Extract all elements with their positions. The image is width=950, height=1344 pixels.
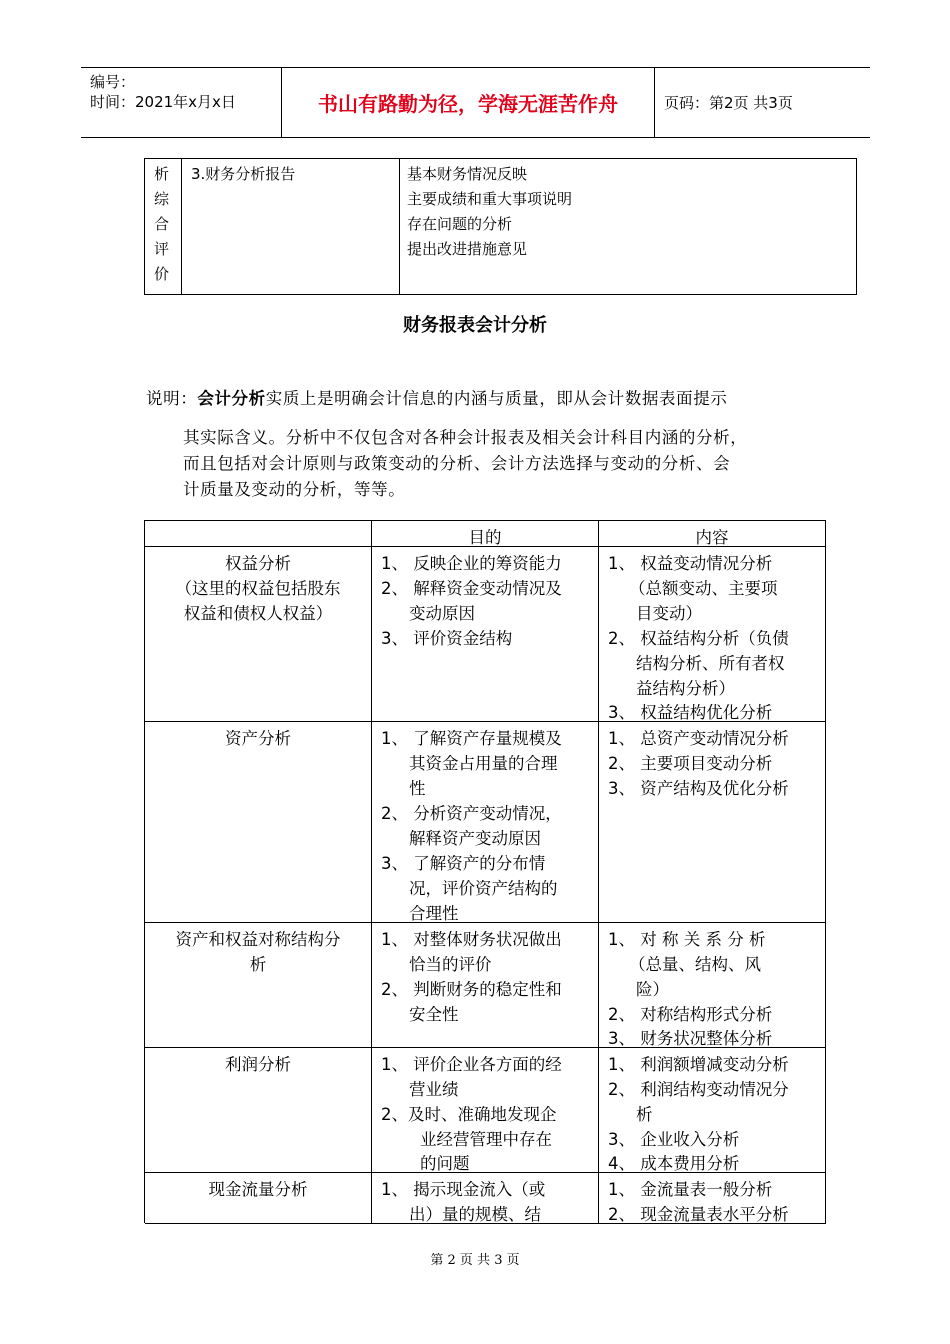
content-cell: 1、 利润额增减变动分析 2、 利润结构变动情况分 析 3、 企业收入分析 4、 成本费用分析 [599,1048,826,1172]
analysis-name-cell: 现金流量分析 [145,1173,372,1223]
page-header [81,67,870,138]
table-row [145,1048,826,1173]
category-char: 合 [154,215,170,233]
content-cell: 1、 权益变动情况分析 （总额变动、主要项 目变动） 2、 权益结构分析（负债 结构分析、所有者权 益结构分析） 3、 权益结构优化分析 [599,547,826,721]
summary-detail: 基本财务情况反映 [407,165,528,183]
summary-item-cell [182,159,400,294]
purpose-cell: 1、 反映企业的筹资能力 2、 解释资金变动情况及 变动原因 3、 评价资金结构 [372,547,599,721]
description-prefix: 说明： [146,389,198,408]
number-label: 编号： [90,73,136,91]
page-number-label: 页码：第2页 共3页 [664,94,793,112]
page-footer: 第 2 页 共 3 页 [430,1253,520,1268]
header-motto: 书山有路勤为径，学海无涯苦作舟 [282,68,655,137]
analysis-name-cell: 资产分析 [145,722,372,922]
analysis-name-cell: 资产和权益对称结构分 析 [145,923,372,1047]
category-char: 价 [154,265,170,283]
header-meta [81,68,282,137]
table-header-row [145,521,826,547]
table-row [145,923,826,1048]
category-char: 析 [154,165,170,183]
summary-detail-cell [400,159,856,294]
summary-item: 3.财务分析报告 [191,165,296,183]
category-char: 评 [154,240,170,258]
summary-detail: 存在问题的分析 [407,215,513,233]
description-keyword: 会计分析 [197,389,266,408]
header-cell [145,521,372,546]
description-line-3: 而且包括对会计原则与政策变动的分析、会计方法选择与变动的分析、会 [183,454,731,473]
summary-detail: 提出改进措施意见 [407,240,528,258]
purpose-cell: 1、 揭示现金流入（或 出）量的规模、结 [372,1173,599,1223]
purpose-cell: 1、 了解资产存量规模及 其资金占用量的合理 性 2、 分析资产变动情况， 解释资产变动原因 3、 了解资产的分布情 况，评价资产结构的 合理性 [372,722,599,922]
description-line-2: 其实际含义。分析中不仅包含对各种会计报表及相关会计科目内涵的分析， [183,428,748,447]
analysis-name-cell: 权益分析 （这里的权益包括股东 权益和债权人权益） [145,547,372,721]
category-char: 综 [154,190,170,208]
table-row [145,722,826,923]
description-text: 实质上是明确会计信息的内涵与质量，即从会计数据表面提示 [265,389,728,408]
table-row [145,547,826,722]
purpose-cell: 1、 评价企业各方面的经 营业绩 2、及时、准确地发现企 业经营管理中存在 的问题 [372,1048,599,1172]
section-title: 财务报表会计分析 [403,315,547,336]
analysis-name-cell: 利润分析 [145,1048,372,1172]
description-line-4: 计质量及变动的分析，等等。 [183,480,406,499]
header-cell-content: 内容 [599,521,826,546]
summary-detail: 主要成绩和重大事项说明 [407,190,573,208]
content-cell: 1、 总资产变动情况分析 2、 主要项目变动分析 3、 资产结构及优化分析 [599,722,826,922]
content-cell: 1、 金流量表一般分析 2、 现金流量表水平分析 [599,1173,826,1223]
purpose-cell: 1、 对整体财务状况做出 恰当的评价 2、 判断财务的稳定性和 安全性 [372,923,599,1047]
header-cell-purpose: 目的 [372,521,599,546]
time-label: 时间：2021年x月x日 [90,93,236,111]
analysis-table [144,520,826,1223]
description-line-1 [146,385,727,409]
summary-table [144,158,857,295]
summary-category-cell [145,159,182,294]
content-cell: 1、 对 称 关 系 分 析 （总量、结构、风 险） 2、 对称结构形式分析 3、 财务状况整体分析 [599,923,826,1047]
table-row [145,1173,826,1224]
